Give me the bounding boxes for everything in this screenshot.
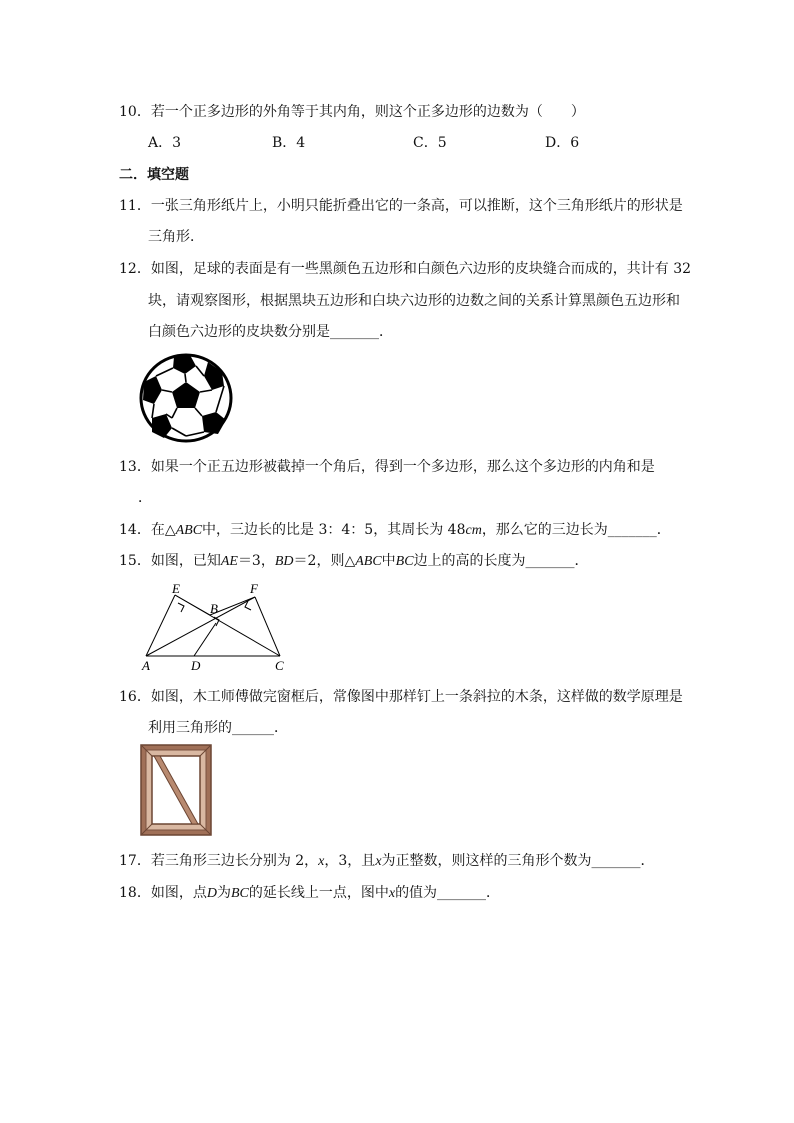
question-17	[119, 851, 655, 872]
q18-middle-1: 为	[216, 885, 231, 901]
question-13-line-1: 13．如果一个正五边形被截掉一个角后，得到一个多边形，那么这个多边形的内角和是	[119, 459, 655, 475]
label-e: E	[172, 581, 180, 596]
question-11-line-1: 11．一张三角形纸片上，小明只能折叠出它的一条高，可以推断，这个三角形纸片的形状是	[119, 198, 683, 214]
q18-middle-2: 的延长线上一点，图中	[248, 885, 389, 901]
option-a: A．3	[148, 135, 182, 151]
question-16-line-1: 16．如图，木工师傅做完窗框后，常像图中那样钉上一条斜拉的木条，这样做的数学原理是	[119, 689, 683, 705]
q18-suffix: 的值为_______．	[395, 885, 501, 901]
question-18	[119, 883, 500, 904]
label-a: A	[142, 658, 150, 673]
option-d: D．6	[545, 135, 580, 151]
q15-middle: 中	[381, 553, 396, 569]
label-d: D	[191, 658, 201, 673]
q18-bc: BC	[230, 886, 249, 901]
question-12-line-1: 12．如图，足球的表面是有一些黑颜色五边形和白颜色六边形的皮块缝合而成的，共计有 32	[119, 261, 692, 277]
q17-suffix: 为正整数，则这样的三角形个数为_______．	[381, 853, 655, 869]
question-16-line-2: 利用三角形的______．	[148, 720, 288, 736]
question-10-stem: 10．若一个正多边形的外角等于其内角，则这个正多边形的边数为（ ）	[119, 104, 585, 120]
question-12-line-2: 块，请观察图形，根据黑块五边形和白块六边形的边数之间的关系计算黑颜色五边形和	[148, 293, 680, 309]
question-12-line-3: 白颜色六边形的皮块数分别是_______．	[148, 324, 393, 340]
question-11-line-2: 三角形．	[148, 229, 204, 245]
triangle-heights-figure	[138, 582, 288, 672]
q17-x-1: x	[318, 854, 325, 869]
q18-x: x	[388, 886, 396, 901]
q15-bc: BC	[395, 554, 414, 569]
option-c: C．5	[413, 135, 447, 151]
q14-unit-cm: cm	[465, 523, 482, 538]
q15-bd: BD	[274, 554, 294, 569]
q18-d: D	[206, 886, 217, 901]
q15-suffix: 边上的高的长度为_______．	[413, 553, 589, 569]
label-c: C	[275, 658, 284, 673]
label-b: B	[210, 601, 218, 616]
q15-ae-value: ＝3，	[237, 553, 275, 569]
q14-triangle-abc: ABC	[175, 523, 203, 538]
question-14	[119, 520, 671, 541]
q18-prefix: 18．如图，点	[119, 885, 207, 901]
option-b: B．4	[272, 135, 306, 151]
q17-x-2: x	[375, 854, 382, 869]
window-frame-figure	[140, 744, 212, 836]
q14-suffix: ，那么它的三边长为_______．	[481, 522, 671, 538]
question-15	[119, 551, 589, 572]
section-title-fill-in: 二．填空题	[119, 167, 189, 183]
q15-prefix: 15．如图，已知	[119, 553, 221, 569]
question-13-line-2: ．	[138, 490, 152, 506]
q15-bd-value: ＝2，则△	[293, 553, 356, 569]
q15-ae: AE	[220, 554, 238, 569]
q17-middle: ，3，且	[324, 853, 376, 869]
q17-prefix: 17．若三角形三边长分别为 2，	[119, 853, 319, 869]
soccer-ball-figure	[138, 352, 234, 444]
q14-middle: 中，三边长的比是 3：4：5，其周长为 48	[202, 522, 466, 538]
q15-abc: ABC	[355, 554, 382, 569]
q14-prefix: 14．在△	[119, 522, 176, 538]
label-f: F	[250, 581, 258, 596]
